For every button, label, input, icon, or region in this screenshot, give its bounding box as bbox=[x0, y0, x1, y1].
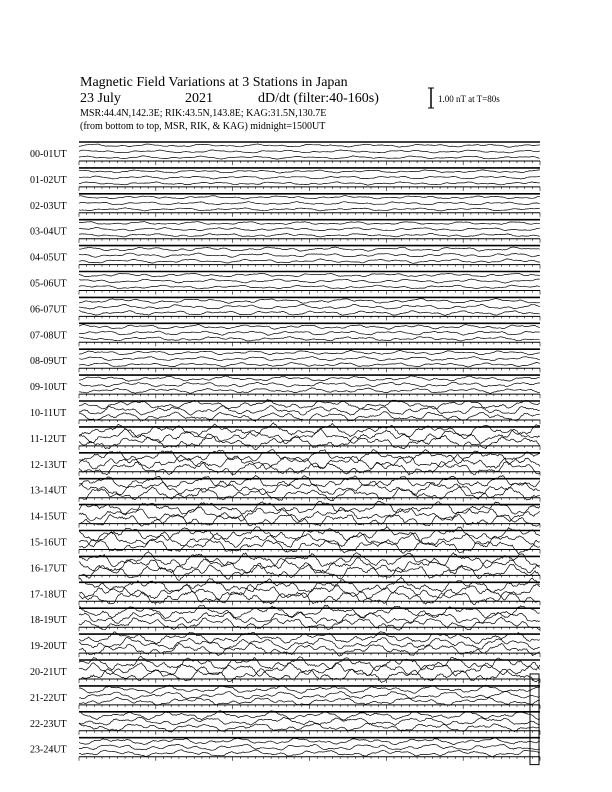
hour-row bbox=[30, 220, 540, 243]
component-label: dD/dt (filter:40-160s) bbox=[258, 91, 379, 106]
hour-row bbox=[30, 349, 540, 372]
row-label: 09-10UT bbox=[30, 382, 67, 394]
minute-ticks bbox=[79, 498, 540, 502]
trace-kag bbox=[79, 324, 540, 329]
trace-rik bbox=[79, 744, 540, 750]
row-label: 10-11UT bbox=[30, 408, 67, 419]
trace-rik bbox=[79, 304, 540, 309]
trace-rik bbox=[79, 331, 540, 335]
trace-msr bbox=[79, 208, 540, 211]
hour-row bbox=[30, 685, 540, 709]
hour-row bbox=[30, 375, 540, 398]
row-label: 07-08UT bbox=[30, 330, 67, 342]
trace-kag bbox=[79, 273, 540, 277]
row-label: 12-13UT bbox=[30, 459, 67, 471]
row-label: 11-12UT bbox=[30, 433, 67, 445]
row-label: 21-22UT bbox=[30, 692, 67, 704]
date-label: 23 July bbox=[80, 91, 121, 106]
hour-row bbox=[30, 323, 540, 346]
trace-kag bbox=[79, 577, 540, 592]
hour-row bbox=[30, 711, 540, 735]
trace-kag bbox=[79, 222, 540, 225]
scale-label: 1.00 nT at T=80s bbox=[438, 94, 500, 104]
trace-rik bbox=[79, 227, 540, 230]
trace-kag bbox=[79, 298, 540, 303]
hour-row bbox=[30, 527, 540, 554]
trace-kag bbox=[79, 247, 540, 251]
row-label: 06-07UT bbox=[30, 304, 67, 316]
row-label: 03-04UT bbox=[30, 226, 67, 238]
hour-row bbox=[30, 142, 540, 165]
hour-row bbox=[30, 246, 540, 269]
trace-msr bbox=[79, 362, 540, 367]
hour-row bbox=[30, 272, 540, 295]
year-label: 2021 bbox=[185, 91, 213, 106]
minute-ticks bbox=[79, 575, 540, 579]
trace-rik bbox=[79, 357, 540, 361]
trace-kag bbox=[79, 423, 540, 438]
row-label: 01-02UT bbox=[30, 174, 67, 186]
trace-rik bbox=[79, 176, 540, 179]
trace-msr bbox=[79, 337, 540, 342]
minute-ticks bbox=[79, 446, 540, 450]
minute-ticks bbox=[79, 342, 540, 346]
row-label: 08-09UT bbox=[30, 356, 67, 368]
minute-ticks bbox=[79, 213, 540, 217]
trace-kag bbox=[79, 501, 540, 515]
trace-rik bbox=[79, 150, 540, 153]
hour-row bbox=[30, 297, 540, 320]
trace-msr bbox=[79, 750, 540, 757]
row-label: 22-23UT bbox=[30, 718, 67, 730]
trace-msr bbox=[79, 697, 540, 705]
hour-row bbox=[30, 657, 540, 683]
minute-ticks bbox=[79, 316, 540, 320]
trace-kag bbox=[79, 196, 540, 199]
trace-msr bbox=[79, 259, 540, 264]
order-line: (from bottom to top, MSR, RIK, & KAG) midnight=1500UT bbox=[80, 121, 326, 132]
minute-ticks bbox=[79, 368, 540, 372]
minute-ticks bbox=[79, 265, 540, 269]
trace-kag bbox=[79, 144, 540, 147]
stations-line: MSR:44.4N,142.3E; RIK:43.5N,143.8E; KAG:31.5N,130.7E bbox=[80, 108, 327, 119]
minute-ticks bbox=[79, 757, 540, 761]
row-label: 02-03UT bbox=[30, 200, 67, 212]
row-label: 20-21UT bbox=[30, 667, 67, 678]
row-label: 15-16UT bbox=[30, 537, 67, 549]
trace-rik bbox=[79, 455, 540, 470]
hour-row bbox=[30, 400, 540, 424]
trace-msr bbox=[79, 310, 540, 315]
chart-rows bbox=[30, 142, 540, 765]
row-label: 04-05UT bbox=[30, 252, 67, 264]
hour-row bbox=[30, 476, 540, 502]
minute-ticks bbox=[79, 291, 540, 295]
hour-row bbox=[30, 577, 540, 605]
minute-ticks bbox=[79, 239, 540, 243]
chart-title: Magnetic Field Variations at 3 Stations in Japan bbox=[80, 75, 348, 90]
trace-kag bbox=[79, 476, 540, 488]
trace-msr bbox=[79, 156, 540, 159]
trace-rik bbox=[79, 253, 540, 257]
trace-kag bbox=[79, 657, 540, 671]
minute-ticks bbox=[79, 187, 540, 191]
hour-row bbox=[30, 423, 540, 450]
minute-ticks bbox=[79, 161, 540, 165]
trace-kag bbox=[79, 376, 540, 381]
trace-kag bbox=[79, 170, 540, 173]
trace-msr bbox=[79, 388, 540, 394]
trace-rik bbox=[79, 279, 540, 283]
row-label: 05-06UT bbox=[30, 278, 67, 290]
minute-ticks bbox=[79, 705, 540, 709]
trace-msr bbox=[79, 285, 540, 289]
trace-rik bbox=[79, 717, 540, 725]
trace-kag bbox=[79, 738, 540, 744]
trace-msr bbox=[79, 182, 540, 185]
trace-kag bbox=[79, 605, 540, 618]
hour-row bbox=[30, 738, 540, 761]
minute-ticks bbox=[79, 394, 540, 398]
hour-row bbox=[30, 605, 540, 631]
trace-kag bbox=[79, 527, 540, 542]
row-label: 16-17UT bbox=[30, 563, 67, 575]
row-label: 23-24UT bbox=[30, 744, 67, 756]
row-label: 00-01UT bbox=[30, 149, 67, 160]
row-label: 19-20UT bbox=[30, 641, 67, 653]
chart-header bbox=[80, 75, 500, 132]
hour-row bbox=[30, 194, 540, 217]
hour-row bbox=[30, 552, 540, 580]
row-label: 17-18UT bbox=[30, 589, 67, 601]
trace-kag bbox=[79, 350, 540, 355]
hour-row bbox=[30, 450, 540, 476]
minute-ticks bbox=[79, 420, 540, 424]
minute-ticks bbox=[79, 731, 540, 735]
row-label: 18-19UT bbox=[30, 615, 67, 627]
trace-msr bbox=[79, 234, 540, 238]
row-label: 14-15UT bbox=[30, 511, 67, 523]
hour-row bbox=[30, 168, 540, 191]
hour-row bbox=[30, 632, 540, 657]
row-label: 13-14UT bbox=[30, 485, 67, 497]
scale-bar bbox=[428, 88, 434, 108]
trace-rik bbox=[79, 382, 540, 387]
trace-rik bbox=[79, 202, 540, 205]
hour-row bbox=[30, 501, 540, 527]
minute-ticks bbox=[79, 601, 540, 605]
